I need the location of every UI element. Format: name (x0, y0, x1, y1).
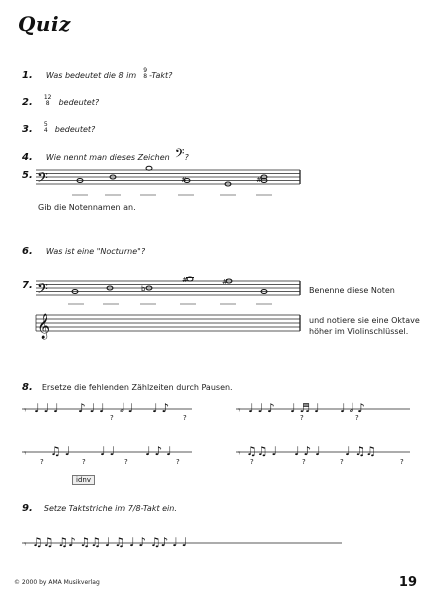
question-number: 5. (22, 170, 33, 181)
svg-text:?: ? (340, 458, 344, 466)
question-text: Wie nennt man dieses Zeichen (45, 153, 170, 162)
svg-text:?: ? (183, 414, 187, 422)
svg-text:♩ ♫♫: ♩ ♫♫ (345, 444, 376, 458)
svg-text:𝄾: 𝄾 (24, 449, 27, 459)
bass-clef-icon: 𝄢 (174, 146, 185, 164)
question-text: Ersetze die fehlenden Zählzeiten durch Pausen. (41, 383, 233, 392)
overlay-tag: idnv (72, 475, 95, 485)
svg-text:♩ ♪: ♩ ♪ (152, 401, 170, 415)
question-text: Gib die Notennamen an. (38, 203, 136, 212)
svg-text:𝄾: 𝄾 (238, 406, 241, 416)
svg-text:𝄾: 𝄾 (24, 406, 27, 416)
svg-text:?: ? (302, 458, 306, 466)
question-text: Was ist eine "Nocturne"? (45, 247, 146, 256)
question-text-end: -Takt? (149, 71, 173, 80)
svg-text:?: ? (355, 414, 359, 422)
svg-text:#: # (181, 176, 187, 184)
svg-text:♩ ♩: ♩ ♩ (100, 444, 116, 458)
question-text: Was bedeutet die 8 im (45, 71, 137, 80)
svg-text:♩ ♬ ♩: ♩ ♬ ♩ (290, 401, 320, 415)
page-number: 19 (398, 575, 417, 590)
question-number: 6. (22, 246, 33, 257)
svg-text:♪ ♩ ♩: ♪ ♩ ♩ (78, 401, 105, 415)
staff-q7-bass (36, 281, 300, 295)
question-number: 8. (22, 382, 33, 393)
bass-clef-icon: 𝄢 (37, 170, 48, 190)
svg-text:𝄾: 𝄾 (238, 449, 241, 459)
time-signature: 5 4 (43, 120, 48, 134)
page-title: Quiz (18, 12, 71, 36)
copyright: © 2000 by AMA Musikverlag (14, 579, 100, 586)
svg-text:♫ ♩: ♫ ♩ (50, 444, 71, 458)
svg-text:?: ? (250, 458, 254, 466)
svg-text:?: ? (124, 458, 128, 466)
instruction-text: und notiere sie eine Oktave (309, 316, 420, 325)
svg-text:♩ ♪ ♩: ♩ ♪ ♩ (294, 444, 321, 458)
question-text: Setze Taktstriche im 7/8-Takt ein. (43, 504, 177, 513)
instruction-text: höher im Violinschlüssel. (309, 327, 409, 336)
question-4: 4. Wie nennt man dieses Zeichen 𝄢? (22, 146, 189, 164)
svg-text:b: b (141, 285, 146, 293)
question-number: 7. (22, 280, 33, 291)
svg-text:?: ? (40, 458, 44, 466)
svg-text:♩ ♩ ♪: ♩ ♩ ♪ (248, 401, 275, 415)
svg-text:?: ? (110, 414, 114, 422)
svg-text:#: # (256, 176, 262, 184)
svg-text:♫♫ ♩: ♫♫ ♩ (246, 444, 277, 458)
svg-text:?: ? (82, 458, 86, 466)
staff-q7-treble (36, 315, 300, 331)
notes-q7 (72, 277, 267, 294)
svg-text:𝄾: 𝄾 (24, 540, 27, 550)
time-signature: 9 8 (143, 66, 148, 80)
notes-q5 (77, 166, 267, 186)
treble-clef-icon: 𝄞 (37, 314, 51, 339)
svg-text:𝅗𝅥 ♩: 𝅗𝅥 ♩ (120, 401, 134, 415)
svg-text:?: ? (176, 458, 180, 466)
question-number: 3. (22, 124, 33, 135)
question-number: 2. (22, 97, 33, 108)
question-number: 1. (22, 70, 33, 81)
rhythm-symbols-q8 (24, 401, 376, 459)
svg-text:♫♫ ♫♪ ♫♫ ♩ ♫ ♩ ♪ ♫♪ ♩ ♩: ♫♫ ♫♪ ♫♫ ♩ ♫ ♩ ♪ ♫♪ ♩ ♩ (32, 535, 188, 549)
svg-text:♩ ♩ ♩: ♩ ♩ ♩ (34, 401, 59, 415)
question-number: 9. (22, 503, 33, 514)
svg-text:?: ? (300, 414, 304, 422)
bass-clef-icon: 𝄢 (37, 281, 48, 301)
svg-text:♩ ♪ ♩: ♩ ♪ ♩ (145, 444, 172, 458)
question-text: bedeutet? (54, 125, 96, 134)
svg-text:#: # (182, 276, 188, 284)
time-signature: 12 8 (43, 93, 52, 107)
rhythm-symbols-q9 (24, 535, 187, 550)
svg-text:♩ 𝅗𝅥 ♪: ♩ 𝅗𝅥 ♪ (340, 401, 365, 415)
svg-text:?: ? (400, 458, 404, 466)
question-text: bedeutet? (58, 98, 100, 107)
question-number: 4. (22, 152, 33, 163)
svg-text:#: # (222, 278, 228, 286)
instruction-text: Benenne diese Noten (309, 286, 395, 295)
